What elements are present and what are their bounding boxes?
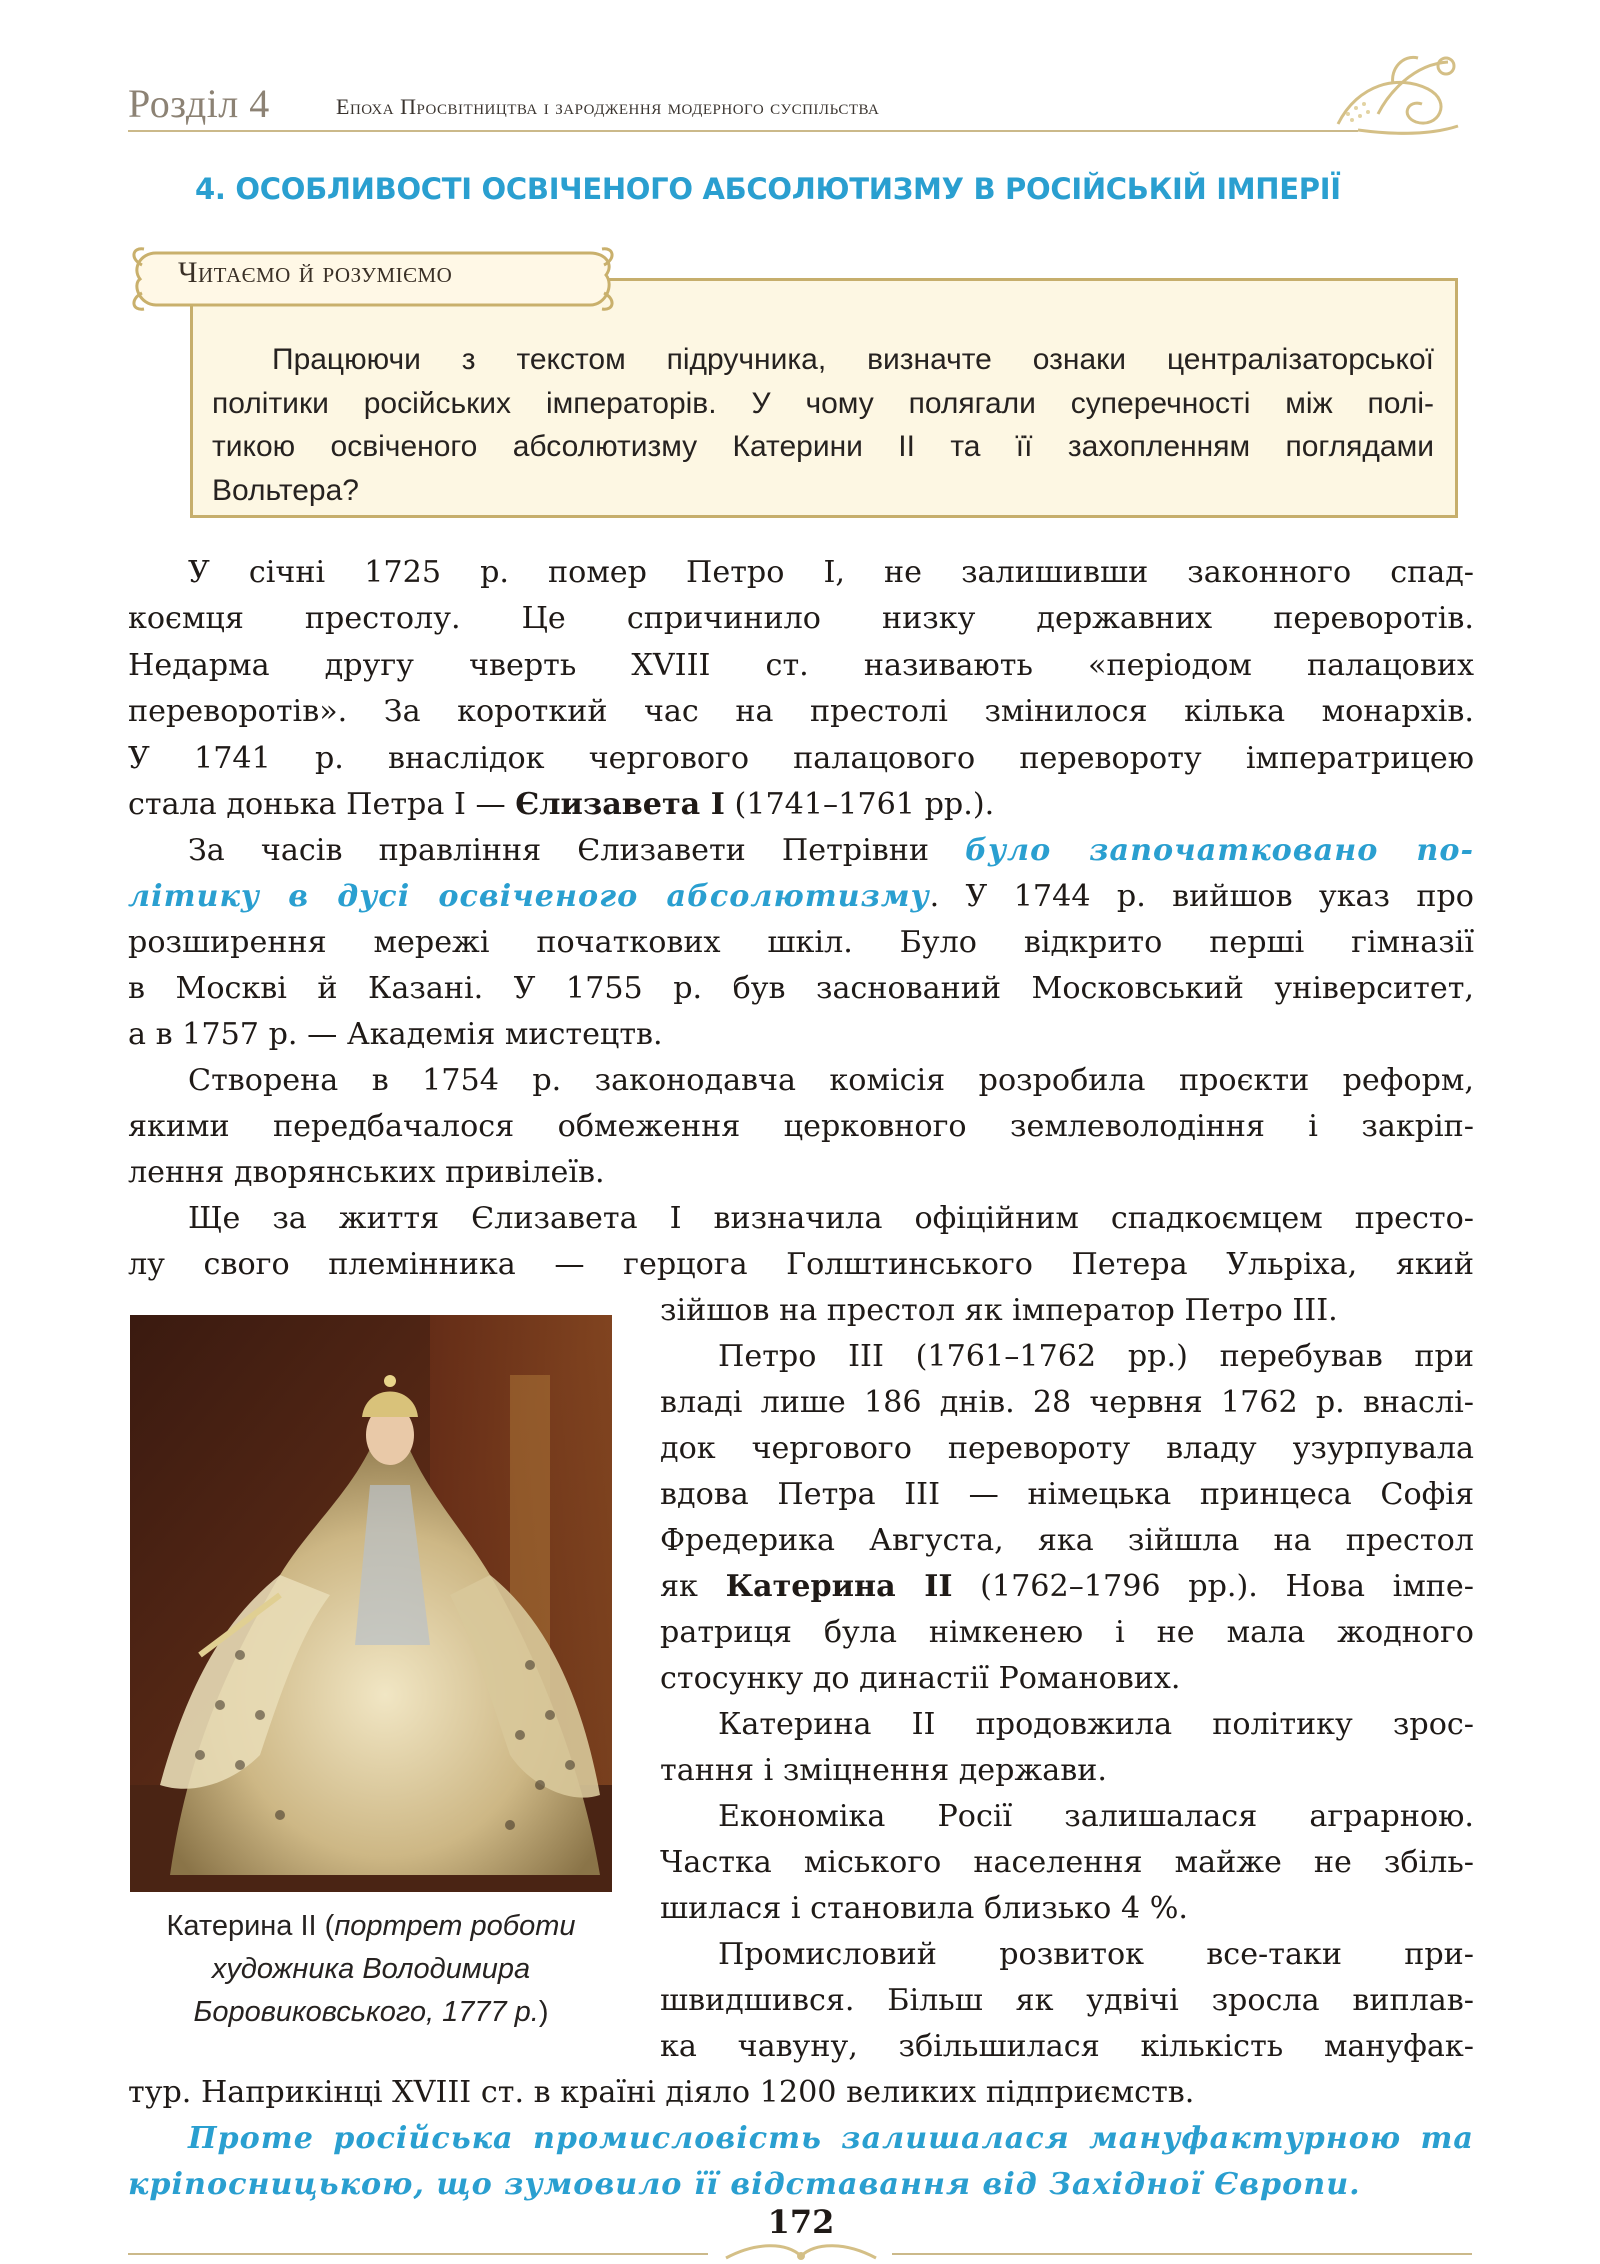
text-line: якими передбачалося обмеження церковного землеволодіння і закріп-	[128, 1109, 1474, 1144]
text-line: лення дворянських привілеїв.	[128, 1155, 605, 1190]
text-line: тання і зміцнення держави.	[660, 1753, 1107, 1788]
caption-text: )	[538, 1996, 549, 2028]
text-run: стала донька Петра І —	[128, 787, 516, 822]
task-line: Вольтера?	[212, 473, 359, 507]
text-run: За часів правління Єлизавети Петрівни	[188, 833, 966, 868]
footer-ornament	[716, 2238, 886, 2264]
highlight-text: літику в дусі освіченого абсолютизму	[128, 879, 930, 914]
task-text	[212, 338, 1442, 512]
text-line: ка чавуну, збільшилася кількість мануфак-	[660, 2029, 1474, 2064]
section-title: 4. ОСОБЛИВОСТІ ОСВІЧЕНОГО АБСОЛЮТИЗМУ В РОСІЙСЬКІЙ ІМПЕРІЇ	[195, 172, 1341, 206]
highlight-text: кріпосницькою, що зумовило її відставання від Західної Європи.	[128, 2167, 1361, 2202]
text-line: вдова Петра ІІІ — німецька принцеса Софія	[660, 1477, 1474, 1512]
highlight-text: було започатковано по-	[965, 833, 1474, 868]
chapter-label: Розділ 4	[128, 81, 270, 126]
text-line: Частка міського населення майже не збіль-	[660, 1845, 1474, 1880]
task-banner-label: Читаємо й розуміємо	[178, 256, 453, 289]
text-line: шилася і становила близько 4 %.	[660, 1891, 1189, 1926]
term-bold: Катерина ІІ	[725, 1569, 953, 1604]
footer-rule	[128, 2253, 708, 2255]
text-line: ратриця була німкенею і не мала жодного	[660, 1615, 1474, 1650]
text-run: (1762–1796 рр.). Нова імпе-	[952, 1569, 1474, 1604]
text-line: тур. Наприкінці XVIII ст. в країні діяло 1200 великих підприємств.	[128, 2075, 1195, 2110]
text-line: переворотів». За короткий час на престолі змінилося кілька монархів.	[128, 694, 1474, 729]
text-run: як	[660, 1569, 726, 1604]
text-line: Фредерика Августа, яка зійшла на престол	[660, 1523, 1474, 1558]
text-line: Петро ІІІ (1761–1762 рр.) перебував при	[718, 1339, 1474, 1374]
chapter-title: Епоха Просвітництва і зародження модерного суспільства	[336, 94, 880, 119]
text-run: . У 1744 р. вийшов указ про	[929, 879, 1474, 914]
caption-italic: портрет роботи художника Володимира Боровиковського, 1777 р.	[193, 1910, 576, 2028]
text-line: стосунку до династії Романових.	[660, 1661, 1181, 1696]
header-ornament	[1318, 44, 1468, 144]
text-line	[128, 782, 994, 828]
header-rule	[128, 130, 1358, 132]
portrait-catherine-ii	[130, 1315, 612, 1892]
text-line	[660, 1564, 1474, 1610]
text-line: Недарма другу чверть XVIII ст. називають «періодом палацових	[128, 648, 1474, 683]
text-line: Економіка Росії залишалася аграрною.	[718, 1799, 1474, 1834]
text-line: Створена в 1754 р. законодавча комісія розробила проєкти реформ,	[188, 1063, 1474, 1098]
page-number: 172	[767, 2203, 835, 2241]
text-line: коємця престолу. Це спричинило низку державних переворотів.	[128, 601, 1474, 636]
text-line: швидшився. Більш як удвічі зросла виплав-	[660, 1983, 1474, 2018]
task-line: Працюючи з текстом підручника, визначте ознаки централізаторської	[272, 343, 1434, 376]
text-line	[128, 874, 1474, 920]
highlight-text: Проте російська промисловість залишалася мануфактурною та	[188, 2121, 1474, 2156]
text-line: Промисловий розвиток все-таки при-	[718, 1937, 1474, 1972]
text-line: Катерина ІІ продовжила політику зрос-	[718, 1707, 1474, 1742]
term-bold: Єлизавета І	[515, 787, 725, 822]
text-line: док чергового перевороту владу узурпувала	[660, 1431, 1474, 1466]
task-line: політики російських імператорів. У чому полягали суперечності між полі-	[212, 386, 1434, 420]
text-line: Ще за життя Єлизавета І визначила офіційним спадкоємцем престо-	[188, 1201, 1474, 1236]
caption-text: Катерина ІІ (	[166, 1910, 335, 1942]
task-line: тикою освіченого абсолютизму Катерини ІІ та її захопленням поглядами	[212, 430, 1434, 463]
text-line: розширення мережі початкових шкіл. Було відкрито перші гімназії	[128, 925, 1474, 960]
text-line: владі лише 186 днів. 28 червня 1762 р. внаслі-	[660, 1385, 1474, 1420]
text-line: а в 1757 р. — Академія мистецтв.	[128, 1017, 663, 1052]
text-line: в Москві й Казані. У 1755 р. був заснований Московський університет,	[128, 971, 1474, 1006]
footer-rule	[892, 2253, 1472, 2255]
text-line: У січні 1725 р. помер Петро І, не залишивши законного спад-	[188, 555, 1474, 590]
text-run: (1741–1761 рр.).	[724, 787, 995, 822]
text-line	[188, 828, 1474, 874]
text-line: зійшов на престол як імператор Петро ІІІ.	[660, 1293, 1338, 1328]
text-line: У 1741 р. внаслідок чергового палацового перевороту імператрицею	[128, 741, 1474, 776]
text-line: лу свого племінника — герцога Голштинського Петера Ульріха, який	[128, 1247, 1474, 1282]
portrait-caption	[130, 1905, 612, 2034]
